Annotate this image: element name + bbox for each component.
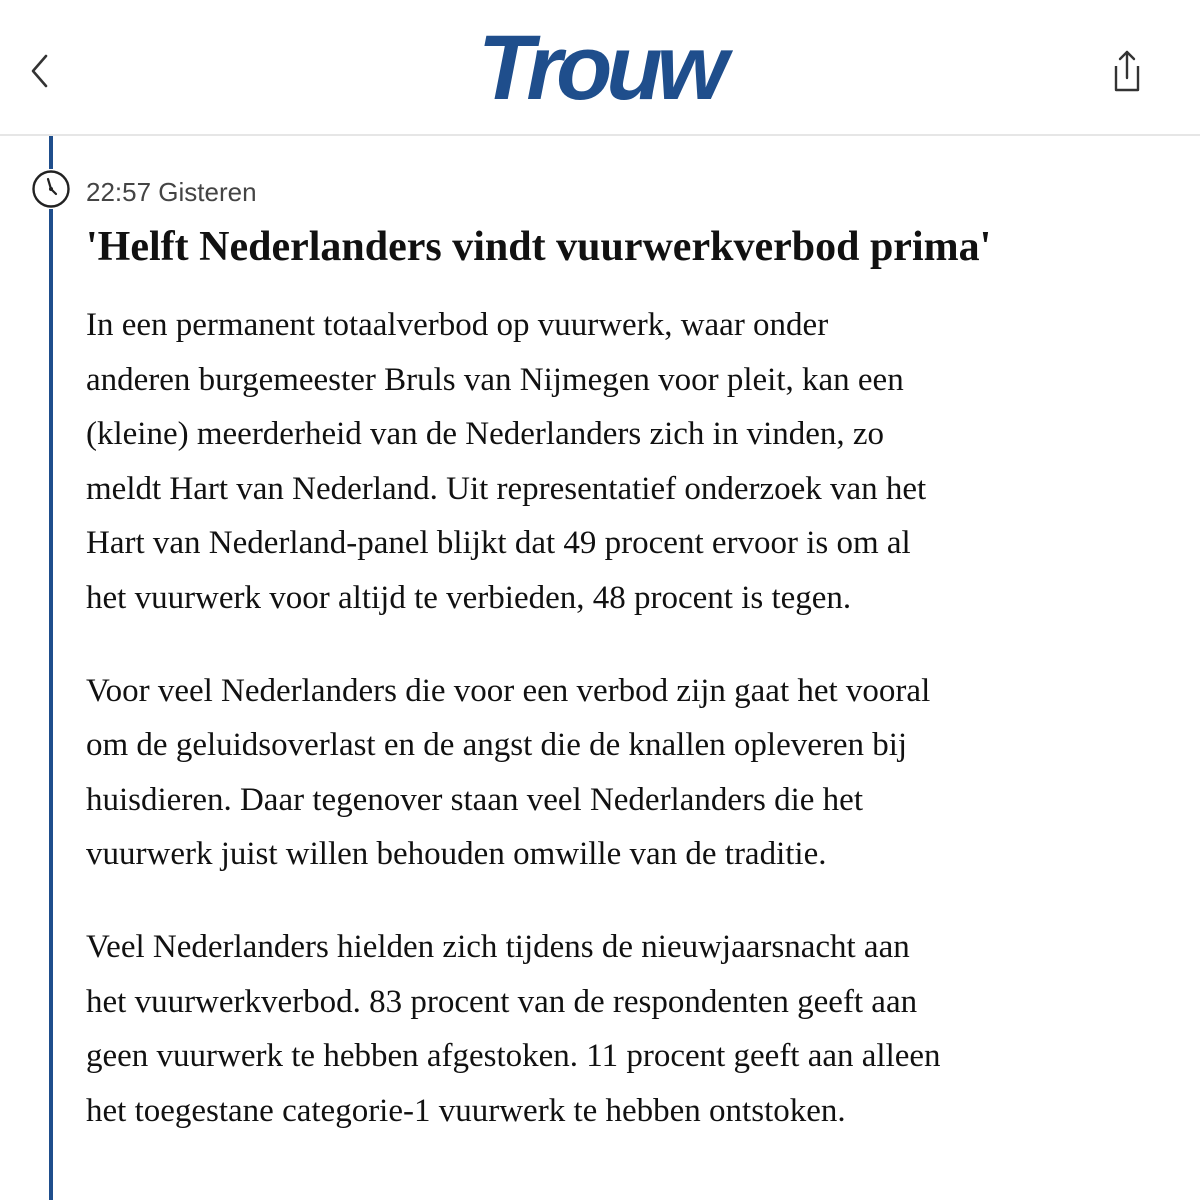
app-header [0,0,1200,136]
paragraph-line: geen vuurwerk te hebben afgestoken. 11 procent geeft aan alleen [86,1038,941,1075]
share-icon [1104,48,1144,96]
paragraph-line: (kleine) meerderheid van de Nederlanders zich in vinden, zo [86,416,885,453]
paragraph [86,298,1166,626]
paragraph-line: het toegestane categorie-1 vuurwerk te hebben ontstoken. [86,1092,846,1129]
paragraph [86,920,1166,1138]
article-headline[interactable]: 'Helft Nederlanders vindt vuurwerkverbod prima' [86,224,992,270]
paragraph-line: meldt Hart van Nederland. Uit representatief onderzoek van het [86,470,927,507]
paragraph-line: het vuurwerkverbod. 83 procent van de respondenten geeft aan [86,983,918,1020]
share-button[interactable] [1104,48,1144,96]
article-body [86,298,1166,1176]
timeline-line [49,136,53,1200]
paragraph-line: anderen burgemeester Bruls van Nijmegen voor pleit, kan een [86,361,904,398]
paragraph-line: om de geluidsoverlast en de angst die de knallen opleveren bij [86,727,908,764]
paragraph-line: In een permanent totaalverbod op vuurwerk, waar onder [86,307,829,343]
paragraph-line: Voor veel Nederlanders die voor een verbod zijn gaat het vooral [86,672,931,709]
timestamp: 22:57 Gisteren [86,177,257,207]
paragraph [86,664,1166,882]
paragraph-line: vuurwerk juist willen behouden omwille van de traditie. [86,836,827,873]
paragraph-line: huisdieren. Daar tegenover staan veel Nederlanders die het [86,781,863,818]
paragraph-line: Veel Nederlanders hielden zich tijdens de nieuwjaarsnacht aan [86,928,910,965]
clock-icon [31,169,71,209]
paragraph-line: het vuurwerk voor altijd te verbieden, 48 procent is tegen. [86,579,852,616]
paragraph-line: Hart van Nederland-panel blijkt dat 49 procent ervoor is om al [86,525,911,562]
trouw-logo[interactable]: Trouw [477,17,723,119]
